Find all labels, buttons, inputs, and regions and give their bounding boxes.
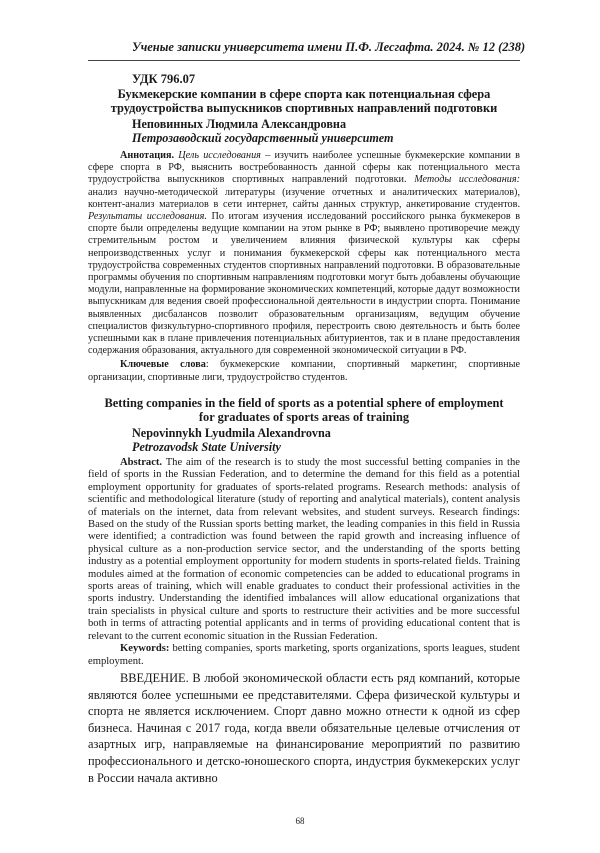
en-title <box>88 396 520 425</box>
ru-keywords <box>88 359 520 383</box>
en-keywords-text: betting companies, sports marketing, sports organizations, sports leagues, student employment. <box>88 643 520 667</box>
ru-title-line-2: трудоустройства выпускников спортивных направлений подготовки <box>110 101 498 116</box>
en-keywords-label: Keywords: <box>120 643 170 655</box>
ru-abstract-paragraph <box>88 150 520 357</box>
ru-aim-text: – изучить наиболее успешные букмекерские компании в сфере спорта в РФ, выяснить востребованность данной сферы как потенциального места трудоустройства выпускников спортивных направлений подготовки. <box>88 150 520 186</box>
en-abstract-paragraph <box>88 457 520 643</box>
ru-methods-text: анализ научно-методической литературы (изучение отчетных и аналитических материалов), контент-анализ материалов в сети интернет, сайты данных структур, анкетирование студентов. <box>88 186 520 210</box>
introduction <box>88 670 520 786</box>
ru-title <box>88 87 520 116</box>
en-title-line-1: Betting companies in the field of sports as a potential sphere of employment <box>104 396 504 410</box>
ru-keywords-label: Ключевые слова <box>120 359 206 371</box>
ru-abstract <box>88 150 520 384</box>
ru-keywords-text: : букмекерские компании, спортивный маркетинг, спортивные организации, спортивные лиги, трудоустройство студентов. <box>88 359 520 383</box>
ru-affiliation: Петрозаводский государственный университет <box>132 131 394 145</box>
en-abstract-text: The aim of the research is to study the most successful betting companies in the field of sports in the Russian Federation, and to determine the demand for this field as a potential employment opportunity for graduates of sports-related programs. Research methods: analysis of scientific and methodological literature (study of reporting and analytical materials), content analysis of materials on the internet, data from relevant websites, and student surveys. Research findings: Based on the study of the Russian sports betting market, the leading companies in this field in Russia were identified; a contradiction was found between the rapid growth and increasing influence of physical culture as a non-production service sector, and the understanding of the sports betting industry as a potential employment opportunity for modern students in sports-related fields. Training modules aimed at the formation of economic competencies can be added to educational programs in sports areas of training, which will enable graduates to conduct their professional activities in the sports industry. Understanding the identified imbalances will allow educational organizations that train specialists in physical culture and sports to restructure their activities and be more successful both in terms of attracting potential applicants and in terms of providing educational content that is relevant to the current economic situation in the Russian Federation. <box>88 457 520 642</box>
ru-results-label: Результаты исследования. <box>88 211 207 223</box>
journal-header: Ученые записки университета имени П.Ф. Лесгафта. 2024. № 12 (238) <box>132 40 526 54</box>
intro-text: В любой экономической области есть ряд компаний, которые являются более успешными ее представителями. Сфера физической культуры и спорта не является исключением. Спорт давно можно отнести к одной из сфер бизнеса. Начиная с 2017 года, когда ввели обязательные целевые отчисления от азартных игр, направляемые на финансирование мероприятий по развитию профессионального и детско-юношеского спорта, индустрия букмекерских услуг в России начала активно <box>88 671 520 785</box>
ru-author: Неповинных Людмила Александровна <box>132 117 347 131</box>
page-number: 68 <box>295 816 305 826</box>
ru-results-text: По итогам изучения исследований российского рынка букмекеров в спорте были определены ведущие компании на этом рынке в РФ; выявлено противоречие между стремительным ростом и увеличением влияния физической культуры как сферы непроизводственных услуг и понимания букмекерской сферы как потенциального места трудоустройства современных студентов спортивных направлений подготовки. В образовательные программы обучения по спортивным направлениям подготовки могут быть добавлены обучающие модули, направленные на формирование экономических компетенций, которые дадут возможности выпускникам для ведения своей профессиональной деятельности в индустрии спорта. Понимание выявленных дисбалансов позволит образовательным организациям, ведущим обучение специалистов физкультурно-спортивного профиля, перестроить свою деятельность и быть более успешными как в плане привлечения потенциальных абитуриентов, так и в плане предоставления содержания образования, актуального для современной экономической ситуации в РФ. <box>88 211 521 357</box>
en-abstract-label: Abstract. <box>120 457 163 468</box>
ru-aim-label: Цель исследования <box>178 150 261 161</box>
intro-paragraph <box>88 670 520 786</box>
en-affiliation: Petrozavodsk State University <box>132 440 281 454</box>
udc-code: УДК 796.07 <box>132 72 196 86</box>
ru-title-line-1: Букмекерские компании в сфере спорта как потенциальная сфера <box>117 87 491 101</box>
en-author: Nepovinnykh Lyudmila Alexandrovna <box>132 426 331 440</box>
en-title-line-2: for graduates of sports areas of training <box>198 410 410 425</box>
ru-methods-label: Методы исследования: <box>406 174 521 186</box>
en-abstract <box>88 457 520 668</box>
intro-heading: ВВЕДЕНИЕ. <box>120 671 189 685</box>
ru-abstract-label: Аннотация. <box>120 150 175 161</box>
header-rule <box>88 60 520 61</box>
en-keywords <box>88 643 520 668</box>
